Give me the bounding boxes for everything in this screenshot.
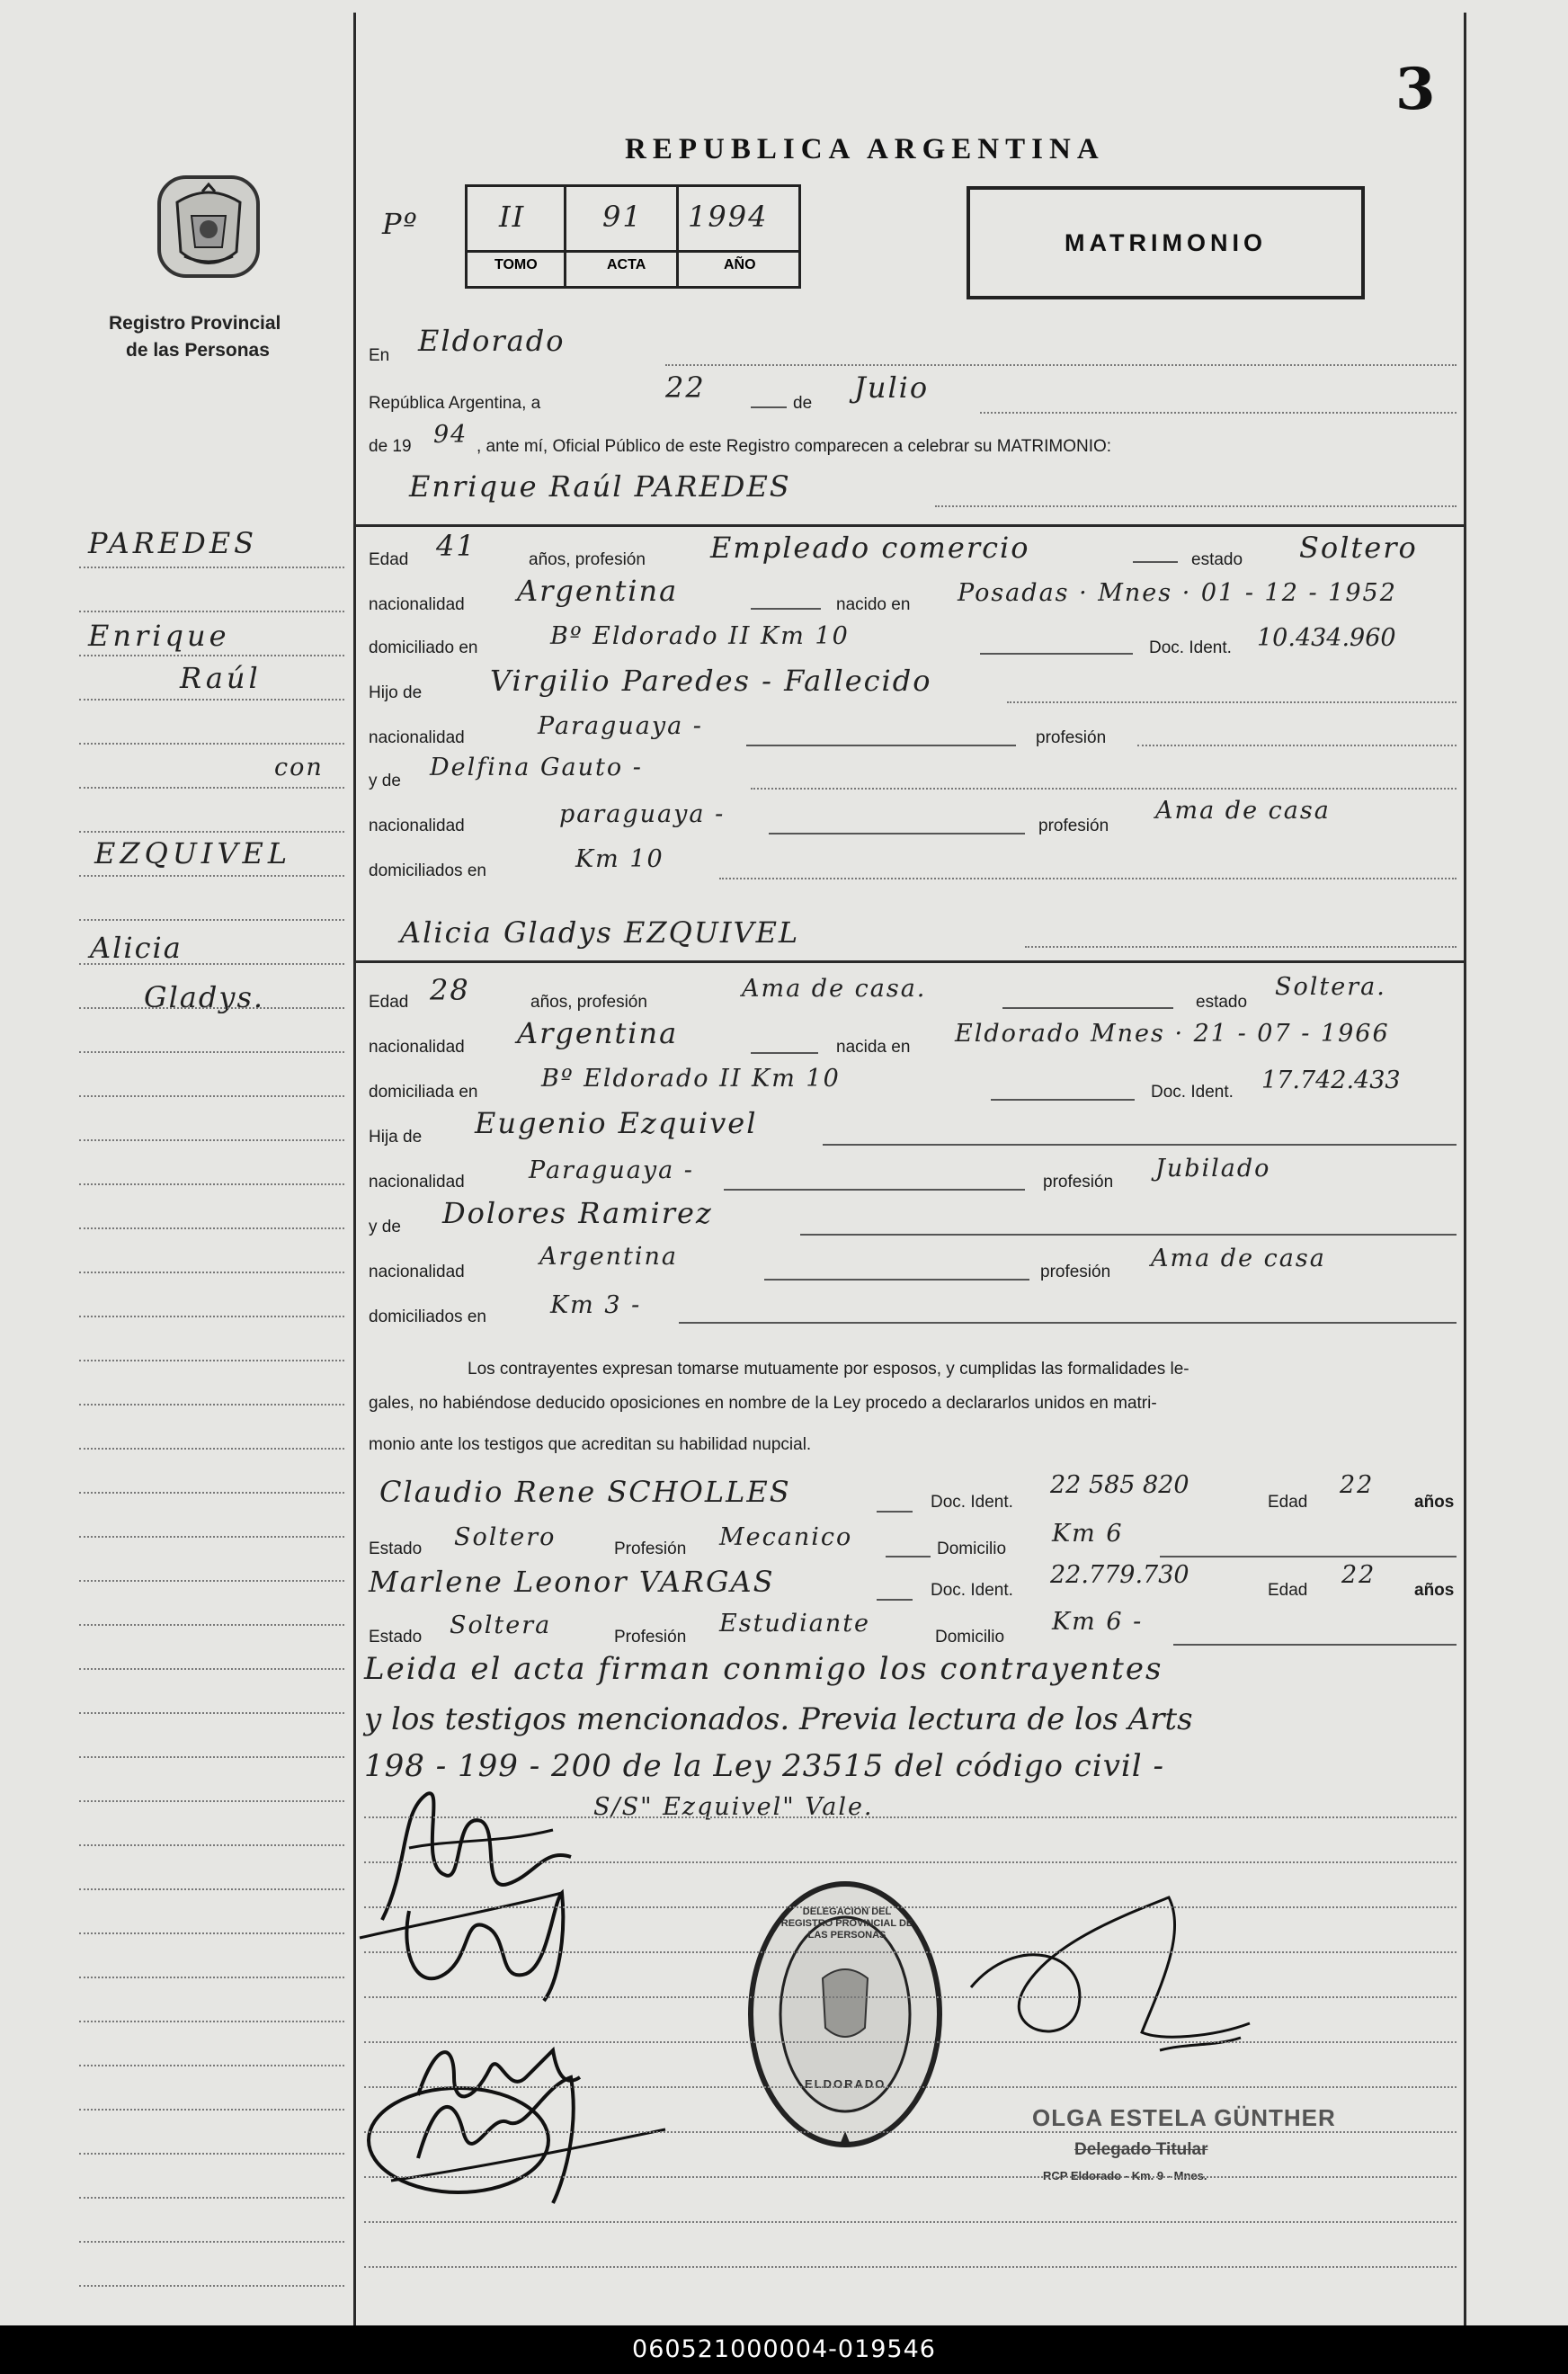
bride-nationality: Argentina <box>517 1016 679 1050</box>
nacionalidad-label: nacionalidad <box>369 817 465 835</box>
margin-rule <box>79 919 344 921</box>
doc-ident-label: Doc. Ident. <box>931 1493 1013 1512</box>
doc-ident-label: Doc. Ident. <box>1151 1083 1234 1102</box>
official-name: OLGA ESTELA GÜNTHER <box>1032 2104 1336 2131</box>
margin-rule <box>79 1316 344 1317</box>
acta-value: 91 <box>602 200 643 234</box>
country-heading: REPUBLICA ARGENTINA <box>625 133 1105 165</box>
signature-witness-2-icon <box>355 2032 679 2221</box>
margin-groom-second: Raúl <box>180 661 262 695</box>
edad-label: Edad <box>369 550 409 569</box>
witness-2-address: Km 6 - <box>1052 1608 1144 1636</box>
provincial-seal-icon <box>148 166 270 288</box>
margin-rule <box>79 1492 344 1494</box>
margin-rule <box>79 1580 344 1582</box>
rule <box>1007 701 1457 703</box>
rule <box>1002 1007 1173 1009</box>
rule <box>724 1189 1025 1191</box>
margin-rule <box>79 787 344 789</box>
body-rule <box>364 1996 1457 1998</box>
rule <box>1025 946 1457 948</box>
margin-rule <box>79 1007 344 1009</box>
witness-2-age: 22 <box>1341 1561 1376 1589</box>
section-divider <box>353 960 1464 963</box>
margin-rule <box>79 2241 344 2243</box>
bride-mother-nationality: Argentina <box>539 1243 679 1271</box>
rule <box>877 1599 913 1601</box>
note-line-3: 198 - 199 - 200 de la Ley 23515 del código civil - <box>364 1748 1164 1784</box>
witness-2-profession: Estudiante <box>719 1610 871 1638</box>
stamp-text: DELEGACION DEL REGISTRO PROVINCIAL DE LAS PERSONAS <box>780 1906 913 1941</box>
bride-mother-profession: Ama de casa <box>1151 1245 1326 1272</box>
rule <box>980 653 1133 655</box>
margin-rule <box>79 655 344 656</box>
groom-mother-nationality: paraguaya - <box>559 800 726 828</box>
body-rule <box>364 1816 1457 1818</box>
profesion-label: profesión <box>1038 817 1109 835</box>
margin-rule <box>79 875 344 877</box>
tomo-label: TOMO <box>494 257 538 272</box>
profesion-label: Profesión <box>614 1628 687 1647</box>
edad-label: Edad <box>369 993 409 1012</box>
bride-parents-address: Km 3 - <box>550 1291 642 1319</box>
margin-rule <box>79 1139 344 1141</box>
body-rule <box>364 1861 1457 1863</box>
margin-rule <box>79 1051 344 1053</box>
domiciliada-en-label: domiciliada en <box>369 1083 478 1102</box>
profesion-label: profesión <box>1036 728 1107 747</box>
margin-rule <box>79 1360 344 1361</box>
rule <box>1160 1556 1457 1557</box>
right-column-border <box>1464 13 1466 2325</box>
margin-rule <box>79 2065 344 2066</box>
margin-rule <box>79 1227 344 1229</box>
record-reference-box <box>465 184 801 289</box>
edad-label: Edad <box>1268 1493 1308 1512</box>
official-title: Delegado Titular <box>1074 2140 1208 2159</box>
anios-label: años <box>1414 1493 1455 1512</box>
margin-rule <box>79 1668 344 1670</box>
margin-rule <box>79 1800 344 1802</box>
witness-2-name: Marlene Leonor VARGAS <box>369 1565 775 1599</box>
witness-1-name: Claudio Rene SCHOLLES <box>379 1475 791 1509</box>
margin-rule <box>79 2153 344 2155</box>
bride-father-nationality: Paraguaya - <box>529 1156 694 1184</box>
y-de-label: y de <box>369 772 401 790</box>
rule <box>1173 1644 1457 1646</box>
declaration-line-1: Los contrayentes expresan tomarse mutuamente por esposos, y cumplidas las formalidades le- <box>468 1360 1189 1379</box>
groom-birthplace: Posadas · Mnes · 01 - 12 - 1952 <box>958 579 1397 607</box>
body-rule <box>364 2131 1457 2133</box>
rule <box>980 412 1457 414</box>
bride-age: 28 <box>430 973 470 1007</box>
bride-father-profession: Jubilado <box>1155 1155 1271 1183</box>
groom-address: Bº Eldorado II Km 10 <box>550 622 850 650</box>
groom-mother: Delfina Gauto - <box>430 754 643 781</box>
registry-title-line1: Registro Provincial <box>109 313 281 334</box>
declaration-line-2: gales, no habiéndose deducido oposiciones en nombre de la Ley procedo a declararlos unidos en matri- <box>369 1394 1157 1413</box>
margin-rule <box>79 611 344 612</box>
note-line-1: Leida el acta firman conmigo los contrayentes <box>364 1651 1163 1687</box>
margin-rule <box>79 831 344 833</box>
margin-rule <box>79 2021 344 2022</box>
domiciliados-en-label: domiciliados en <box>369 861 486 880</box>
margin-rule <box>79 1977 344 1978</box>
declaration-line-3: monio ante los testigos que acreditan su habilidad nupcial. <box>369 1435 812 1454</box>
note-line-2: y los testigos mencionados. Previa lectura de los Arts <box>364 1701 1193 1737</box>
edad-label: Edad <box>1268 1581 1308 1600</box>
registry-title-line2: de las Personas <box>126 340 270 361</box>
groom-nationality: Argentina <box>517 574 679 608</box>
act-type-label: MATRIMONIO <box>1065 228 1267 256</box>
rule <box>665 364 1457 366</box>
margin-rule <box>79 1888 344 1890</box>
anio-label: AÑO <box>724 257 756 272</box>
margin-rule <box>79 1756 344 1758</box>
margin-rule <box>79 1536 344 1538</box>
rule <box>1133 561 1178 563</box>
margin-rule <box>79 2109 344 2111</box>
margin-bride-second: Gladys. <box>144 980 265 1014</box>
profesion-label: profesión <box>1043 1173 1114 1191</box>
margin-rule <box>79 1932 344 1934</box>
margin-rule <box>79 1095 344 1097</box>
groom-civil-status: Soltero <box>1299 531 1418 565</box>
domiciliados-en-label: domiciliados en <box>369 1307 486 1326</box>
anio-value: 1994 <box>688 200 769 234</box>
nacida-en-label: nacida en <box>836 1038 911 1057</box>
event-year: 94 <box>433 421 468 449</box>
margin-rule <box>79 963 344 965</box>
margin-rule <box>79 1624 344 1626</box>
note-line-4: S/S" Ezquivel" Vale. <box>593 1793 874 1821</box>
domicilio-label: Domicilio <box>937 1540 1007 1558</box>
rule <box>751 406 787 408</box>
bride-doc: 17.742.433 <box>1261 1067 1401 1094</box>
stamp-place: ELDORADO <box>805 2077 886 2091</box>
rule <box>751 1052 818 1054</box>
margin-rule <box>79 1272 344 1273</box>
groom-father-nationality: Paraguaya - <box>538 712 703 740</box>
nacionalidad-label: nacionalidad <box>369 1263 465 1281</box>
rule <box>769 833 1025 834</box>
nacionalidad-label: nacionalidad <box>369 1038 465 1057</box>
groom-parents-address: Km 10 <box>575 845 664 873</box>
groom-father: Virgilio Paredes - Fallecido <box>490 664 932 698</box>
doc-ident-label: Doc. Ident. <box>1149 638 1232 657</box>
estado-label: estado <box>1191 550 1243 569</box>
margin-rule <box>79 1183 344 1185</box>
witness-2-status: Soltera <box>450 1611 552 1639</box>
witness-1-age: 22 <box>1340 1471 1375 1499</box>
margin-rule <box>79 1448 344 1450</box>
groom-full-name: Enrique Raúl PAREDES <box>409 469 791 504</box>
witness-1-address: Km 6 <box>1052 1520 1124 1548</box>
anios-profesion-label: años, profesión <box>529 550 646 569</box>
left-column-border <box>353 13 356 2325</box>
rule <box>751 608 821 610</box>
witness-1-profession: Mecanico <box>719 1523 853 1551</box>
bride-full-name: Alicia Gladys EZQUIVEL <box>400 915 800 950</box>
nacido-en-label: nacido en <box>836 595 911 614</box>
margin-connector: con <box>274 754 324 781</box>
de19-label: de 19 <box>369 437 412 456</box>
margin-rule <box>79 567 344 568</box>
estado-label: estado <box>1196 993 1248 1012</box>
body-rule <box>364 2176 1457 2178</box>
groom-age: 41 <box>436 529 477 563</box>
page-number: 3 <box>1395 56 1436 123</box>
bride-profession: Ama de casa. <box>742 975 927 1003</box>
hijo-de-label: Hijo de <box>369 683 423 702</box>
margin-rule <box>79 2197 344 2199</box>
anios-profesion-label: años, profesión <box>530 993 647 1012</box>
witness-1-status: Soltero <box>454 1523 557 1551</box>
domicilio-label: Domicilio <box>935 1628 1005 1647</box>
y-de-label: y de <box>369 1218 401 1236</box>
profesion-label: profesión <box>1040 1263 1111 1281</box>
bride-civil-status: Soltera. <box>1275 973 1386 1001</box>
rule <box>764 1279 1029 1281</box>
body-rule <box>364 2266 1457 2268</box>
comparecen-text: , ante mí, Oficial Público de este Registro comparecen a celebrar su MATRIMONIO: <box>477 437 1112 456</box>
rule <box>1137 745 1457 746</box>
margin-rule <box>79 743 344 745</box>
event-month: Julio <box>854 370 930 405</box>
nacionalidad-label: nacionalidad <box>369 595 465 614</box>
body-rule <box>364 1906 1457 1908</box>
anios-label: años <box>1414 1581 1455 1600</box>
rule <box>823 1144 1457 1146</box>
official-office: RCP Eldorado - Km. 9 - Mnes. <box>1043 2169 1207 2182</box>
groom-mother-profession: Ama de casa <box>1155 797 1331 825</box>
doc-ident-label: Doc. Ident. <box>931 1581 1013 1600</box>
profesion-label: Profesión <box>614 1540 687 1558</box>
tomo-value: II <box>499 200 526 234</box>
nacionalidad-label: nacionalidad <box>369 1173 465 1191</box>
domiciliado-en-label: domiciliado en <box>369 638 478 657</box>
rule <box>751 788 1457 790</box>
body-rule <box>364 2086 1457 2088</box>
margin-rule <box>79 1712 344 1714</box>
margin-bride-first: Alicia <box>90 931 183 965</box>
groom-profession: Empleado comercio <box>710 531 1030 565</box>
bride-father: Eugenio Ezquivel <box>475 1106 758 1140</box>
document-id-caption: 060521000004-019546 <box>0 2325 1568 2374</box>
rule <box>679 1322 1457 1324</box>
body-rule <box>364 1951 1457 1953</box>
rule <box>877 1511 913 1513</box>
margin-rule <box>79 1404 344 1406</box>
act-type-box <box>967 186 1365 299</box>
rule <box>935 505 1457 507</box>
bride-birthplace: Eldorado Mnes · 21 - 07 - 1966 <box>955 1020 1390 1048</box>
groom-doc: 10.434.960 <box>1257 624 1396 652</box>
bride-address: Bº Eldorado II Km 10 <box>541 1065 841 1093</box>
event-place: Eldorado <box>418 324 566 358</box>
acta-label: ACTA <box>607 257 646 272</box>
rule <box>991 1099 1135 1101</box>
reference-prefix: Pº <box>382 207 419 241</box>
witness-1-doc: 22 585 820 <box>1050 1471 1189 1499</box>
margin-rule <box>79 699 344 701</box>
margin-bride-surname: EZQUIVEL <box>94 836 292 870</box>
margin-groom-surname: PAREDES <box>88 526 258 560</box>
body-rule <box>364 2041 1457 2043</box>
de-label: de <box>793 394 813 413</box>
margin-groom-first: Enrique <box>88 619 230 653</box>
estado-label: Estado <box>369 1628 423 1647</box>
rule <box>746 745 1016 746</box>
bride-mother: Dolores Ramirez <box>442 1196 713 1230</box>
en-label: En <box>369 346 390 365</box>
body-rule <box>364 2221 1457 2223</box>
rule <box>886 1556 931 1557</box>
section-divider <box>353 524 1464 527</box>
margin-rule <box>79 2285 344 2287</box>
rule <box>719 878 1457 879</box>
republica-label: República Argentina, a <box>369 394 541 413</box>
event-day: 22 <box>665 370 706 405</box>
margin-rule <box>79 1844 344 1846</box>
signature-official-icon <box>944 1879 1286 2095</box>
nacionalidad-label: nacionalidad <box>369 728 465 747</box>
hija-de-label: Hija de <box>369 1128 423 1147</box>
estado-label: Estado <box>369 1540 423 1558</box>
rule <box>800 1234 1457 1236</box>
witness-2-doc: 22.779.730 <box>1050 1561 1189 1589</box>
